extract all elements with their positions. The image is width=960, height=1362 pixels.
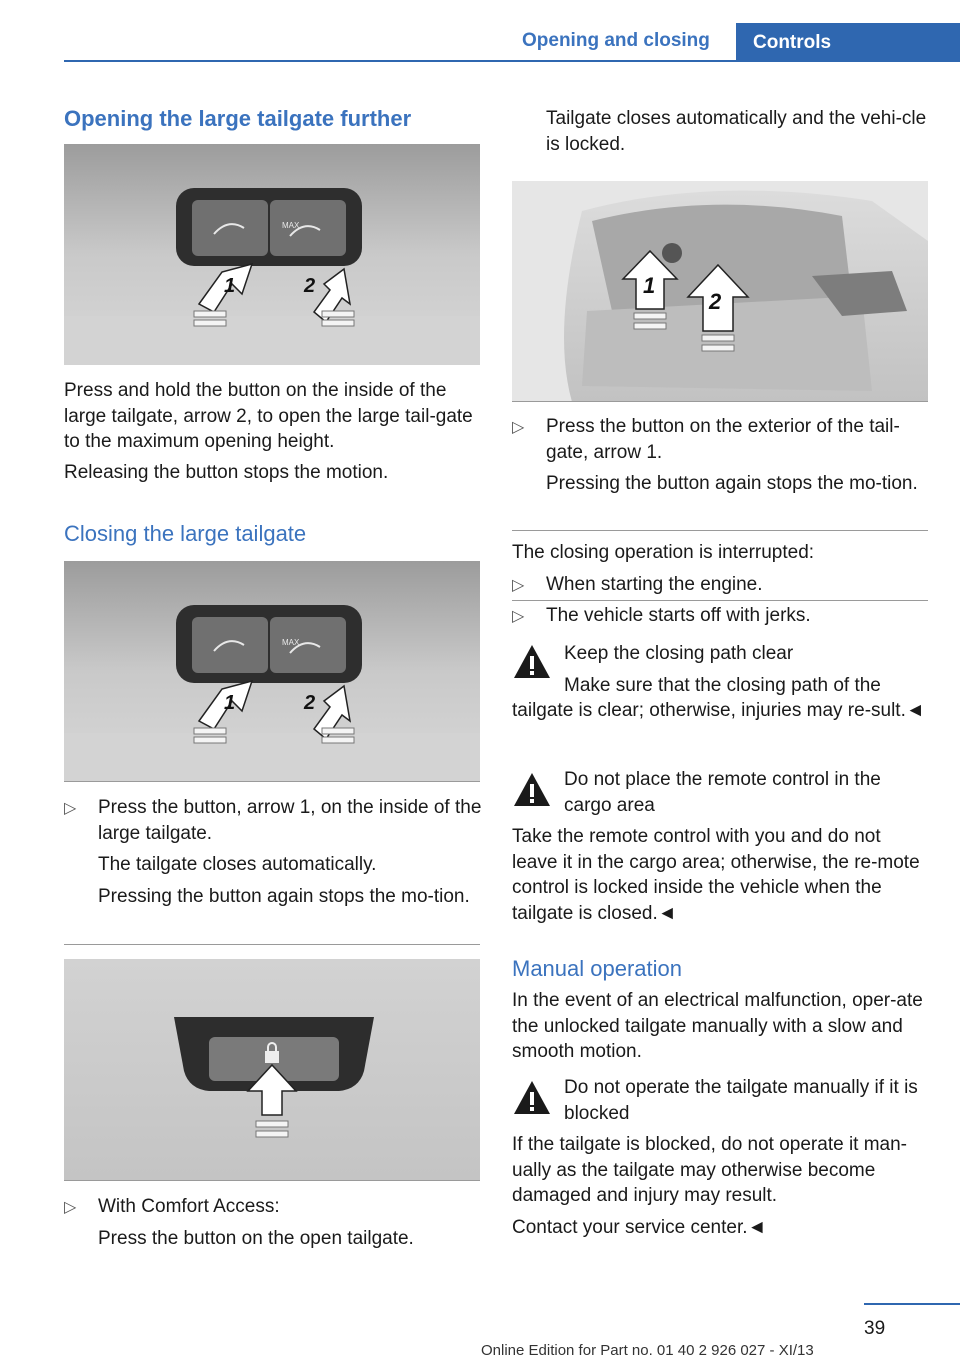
- triangle-bullet-icon: ▷: [64, 800, 77, 817]
- list-subtext: Pressing the button again stops the mo‐tion.: [98, 886, 470, 907]
- header-rule: [64, 60, 960, 62]
- list-subtext: Pressing the button again stops the mo‐tion.: [546, 473, 918, 494]
- warning-title: Keep the closing path clear: [564, 643, 794, 664]
- para-contact: Contact your service center.◄: [512, 1217, 767, 1238]
- rule: [512, 401, 928, 402]
- heading-open-further: Opening the large tailgate further: [64, 106, 412, 131]
- rule: [64, 1180, 480, 1181]
- warning-body: tailgate is clear; otherwise, injuries may re‐sult.◄: [512, 700, 925, 721]
- arrow-1-label: 1: [643, 273, 656, 298]
- arrow-2-label: 2: [709, 289, 722, 314]
- para-tailgate-locked: Tailgate closes automatically and the vehi‐cle is locked.: [546, 108, 927, 155]
- edition-footer: Online Edition for Part no. 01 40 2 926 027 - XI/13: [481, 1342, 814, 1359]
- list-subtext: The tailgate closes automatically.: [98, 854, 377, 875]
- triangle-bullet-icon: ▷: [64, 1199, 77, 1216]
- triangle-bullet-icon: ▷: [512, 608, 525, 625]
- arrow-1-label: 1: [224, 275, 236, 297]
- rule: [64, 781, 480, 782]
- para-interrupted: The closing operation is interrupted:: [512, 542, 815, 563]
- footer-rule: [864, 1303, 960, 1305]
- para-manual: In the event of an electrical malfunction, oper‐ate the unlocked tailgate manually with a slow and smooth motion.: [512, 990, 923, 1062]
- figure-exterior-tailgate: [512, 181, 928, 402]
- para-hold-button: Press and hold the button on the inside of the large tailgate, arrow 2, to open the large tail‐gate to the maximum opening height.: [64, 380, 473, 452]
- figure-comfort-access-button: [64, 959, 480, 1180]
- warning-body: Make sure that the closing path of the: [564, 675, 881, 696]
- triangle-bullet-icon: ▷: [512, 577, 525, 594]
- page-number: 39: [864, 1318, 886, 1339]
- rule: [512, 530, 928, 531]
- list-subtext: Press the button on the open tailgate.: [98, 1228, 414, 1249]
- max-label: MAX: [282, 221, 300, 230]
- warning-icon: [512, 1078, 552, 1118]
- figure-inside-buttons-1: [64, 144, 480, 365]
- warning-body: Take the remote control with you and do not leave it in the cargo area; otherwise, the re‐mote control is locked inside the vehicle when the tailgate is closed.◄: [512, 826, 920, 924]
- rule: [64, 944, 480, 945]
- rule: [512, 600, 928, 601]
- warning-body: If the tailgate is blocked, do not operate it man‐ually as the tailgate may otherwise become damaged and injury may result.: [512, 1134, 908, 1206]
- warning-icon: [512, 770, 552, 810]
- arrow-2-label: 2: [304, 692, 316, 714]
- heading-closing: Closing the large tailgate: [64, 521, 307, 546]
- arrow-1-label: 1: [224, 692, 236, 714]
- figure-inside-buttons-2: [64, 561, 480, 782]
- max-label: MAX: [282, 638, 300, 647]
- triangle-bullet-icon: ▷: [512, 419, 525, 436]
- header-chapter-tab: Controls: [736, 23, 960, 62]
- arrow-2-label: 2: [304, 275, 316, 297]
- heading-manual-operation: Manual operation: [512, 956, 683, 981]
- warning-icon: [512, 642, 552, 682]
- warning-title: Do not place the remote control in the cargo area: [564, 769, 881, 816]
- header-section-title: Opening and closing: [522, 30, 710, 51]
- warning-title: Do not operate the tailgate manually if it is blocked: [564, 1077, 918, 1124]
- para-release: Releasing the button stops the motion.: [64, 462, 389, 483]
